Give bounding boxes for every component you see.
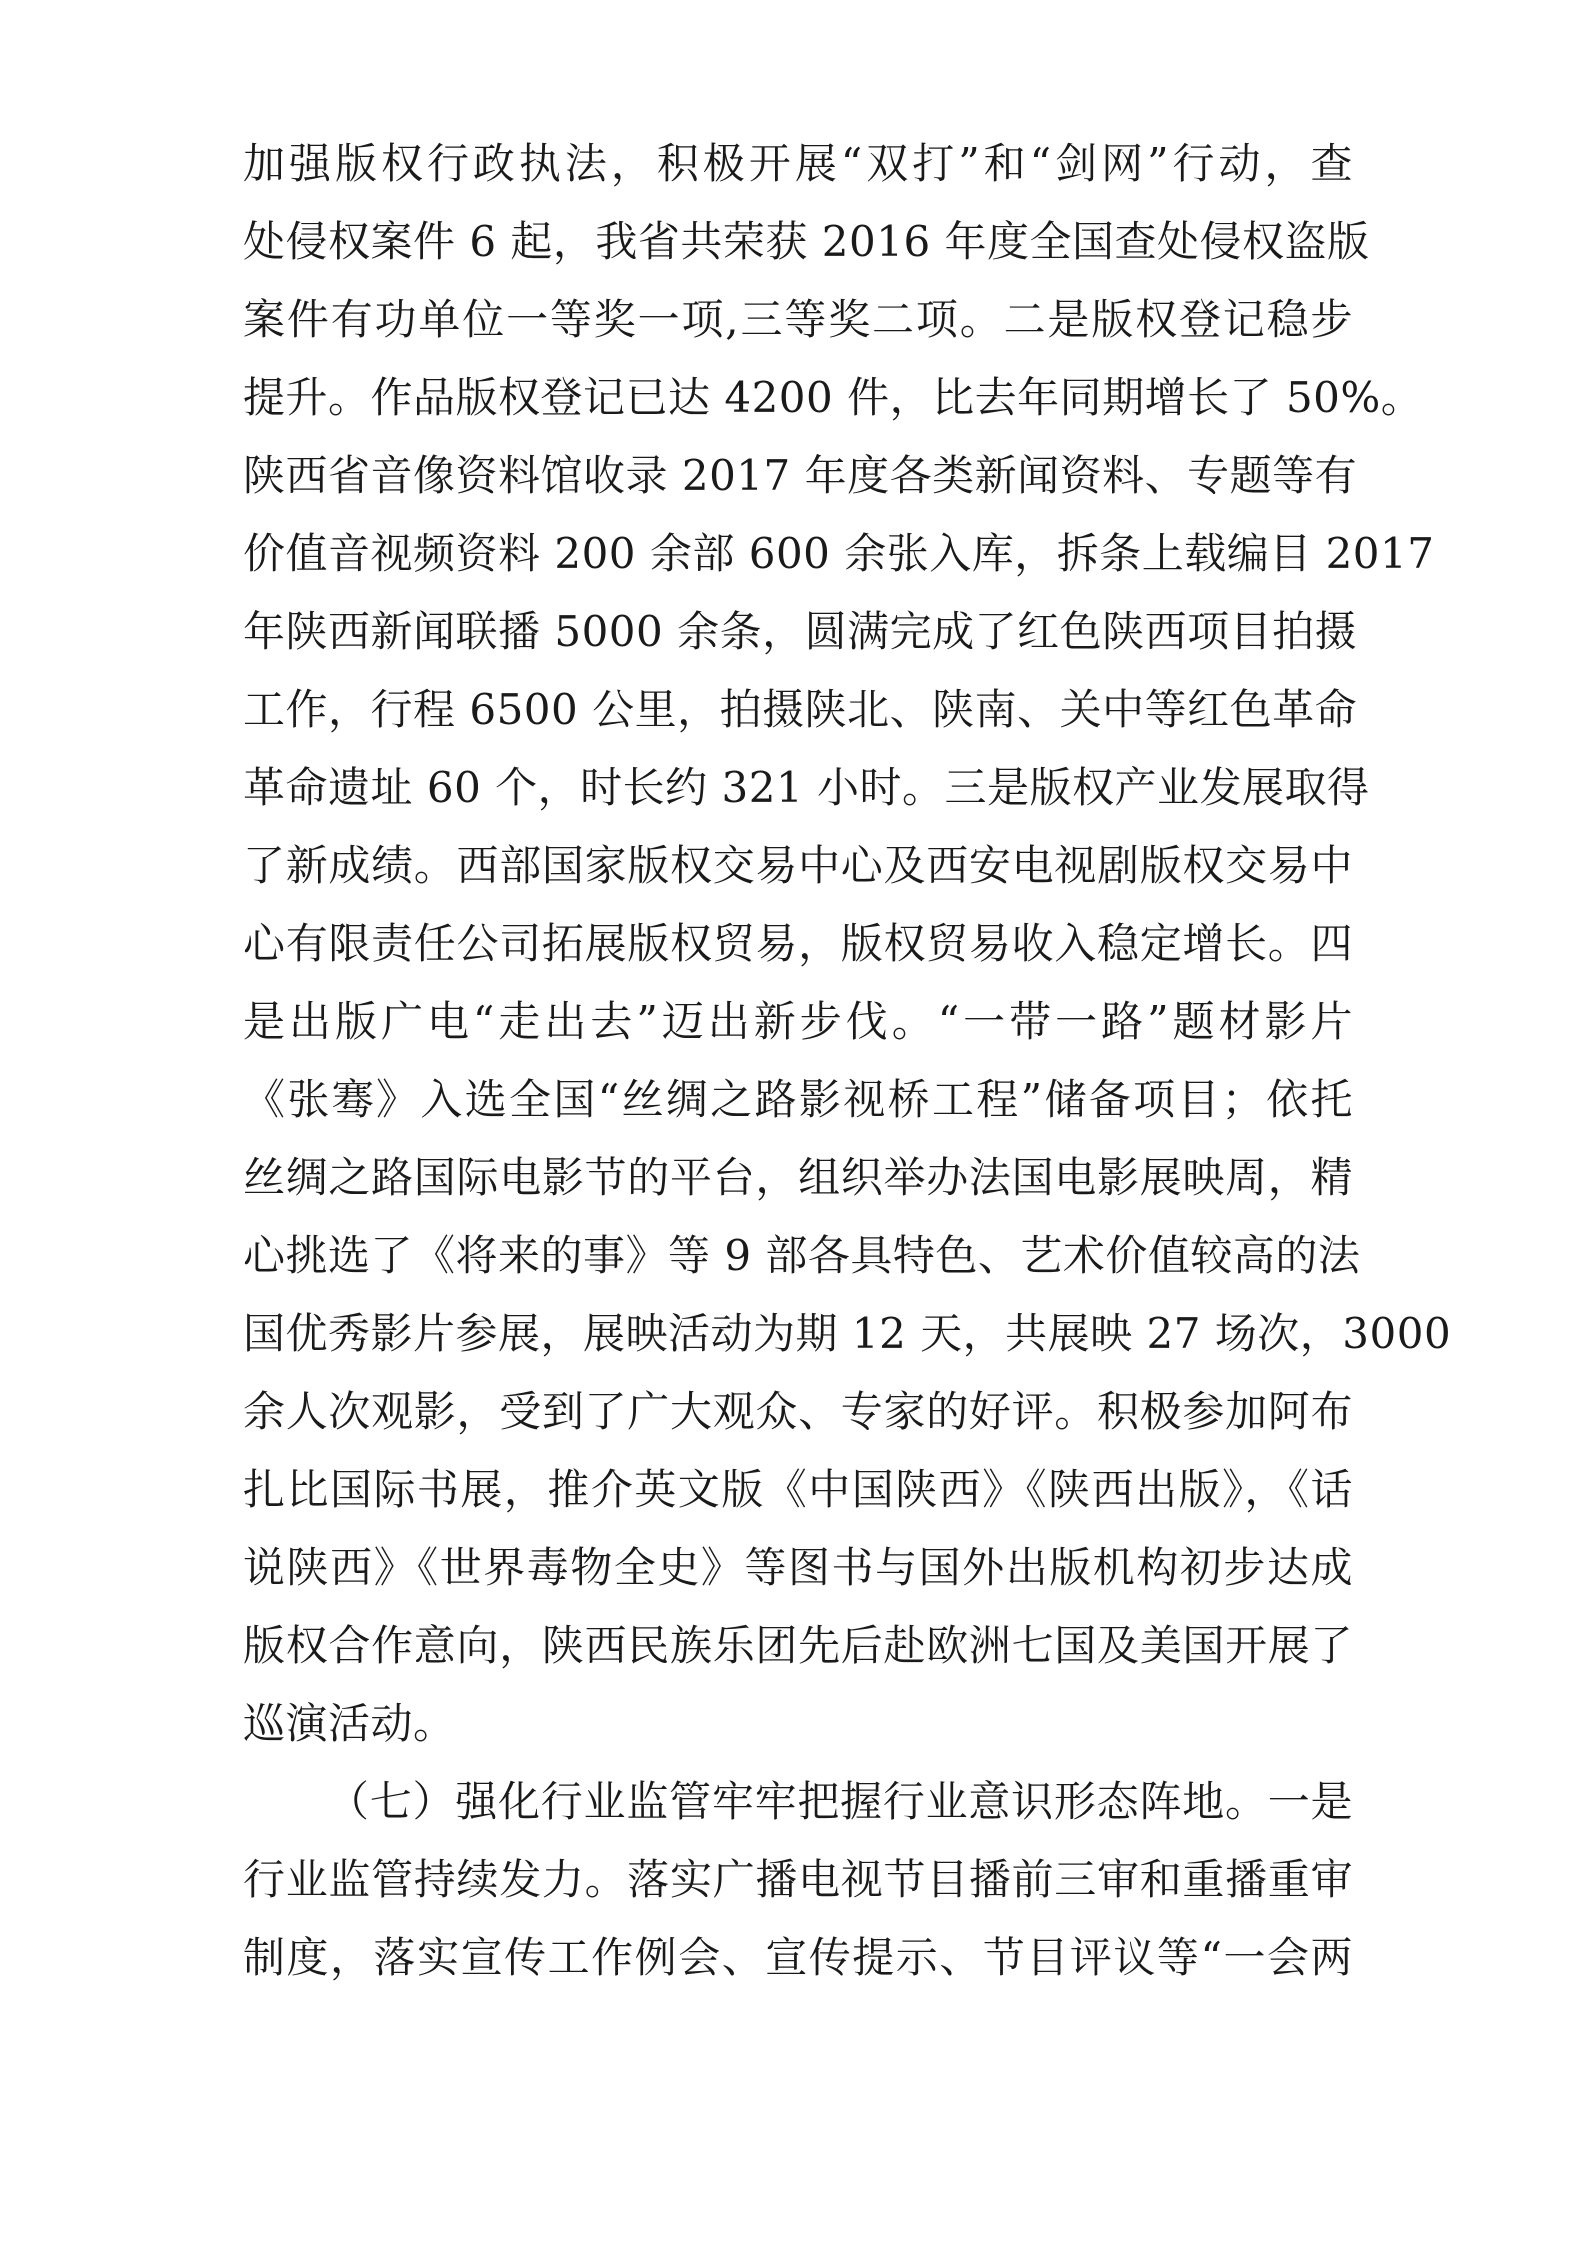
text-line: 提升。作品版权登记已达 4200 件，比去年同期增长了 50%。 (243, 373, 1424, 422)
text-line: 制度，落实宣传工作例会、宣传提示、节目评议等“一会两 (243, 1933, 1353, 1982)
text-line: 处侵权案件 6 起，我省共荣获 2016 年度全国查处侵权盗版 (243, 217, 1370, 266)
text-line: 工作，行程 6500 公里，拍摄陕北、陕南、关中等红色革命 (243, 685, 1358, 734)
text-line: 余人次观影，受到了广大观众、专家的好评。积极参加阿布 (243, 1387, 1353, 1436)
text-line: 扎比国际书展，推介英文版《中国陕西》《陕西出版》，《话 (243, 1465, 1353, 1514)
text-line: 陕西省音像资料馆收录 2017 年度各类新闻资料、专题等有 (243, 451, 1358, 500)
text-line: 版权合作意向，陕西民族乐团先后赴欧洲七国及美国开展了 (243, 1621, 1353, 1670)
text-line: 是出版广电“走出去”迈出新步伐。“一带一路”题材影片 (243, 997, 1353, 1046)
section-heading-line: （七）强化行业监管牢牢把握行业意识形态阵地。一是 (327, 1777, 1353, 1826)
text-line: 价值音视频资料 200 余部 600 余张入库，拆条上载编目 2017 (243, 529, 1435, 578)
text-line: 国优秀影片参展，展映活动为期 12 天，共展映 27 场次，3000 (243, 1309, 1452, 1358)
text-line: 《张骞》入选全国“丝绸之路影视桥工程”储备项目；依托 (243, 1075, 1353, 1124)
text-line: 加强版权行政执法，积极开展“双打”和“剑网”行动，查 (243, 139, 1353, 188)
text-line: 丝绸之路国际电影节的平台，组织举办法国电影展映周，精 (243, 1153, 1353, 1202)
text-line: 心有限责任公司拓展版权贸易，版权贸易收入稳定增长。四 (243, 919, 1353, 968)
text-line: 心挑选了《将来的事》等 9 部各具特色、艺术价值较高的法 (243, 1231, 1361, 1280)
text-line: 革命遗址 60 个，时长约 321 小时。三是版权产业发展取得 (243, 763, 1370, 812)
text-line: 了新成绩。西部国家版权交易中心及西安电视剧版权交易中 (243, 841, 1353, 890)
text-line: 案件有功单位一等奖一项,三等奖二项。二是版权登记稳步 (243, 295, 1353, 344)
text-line: 说陕西》《世界毒物全史》等图书与国外出版机构初步达成 (243, 1543, 1353, 1592)
paragraph-last-line: 巡演活动。 (243, 1699, 456, 1748)
text-line: 年陕西新闻联播 5000 余条，圆满完成了红色陕西项目拍摄 (243, 607, 1358, 656)
text-line: 行业监管持续发力。落实广播电视节目播前三审和重播重审 (243, 1855, 1353, 1904)
